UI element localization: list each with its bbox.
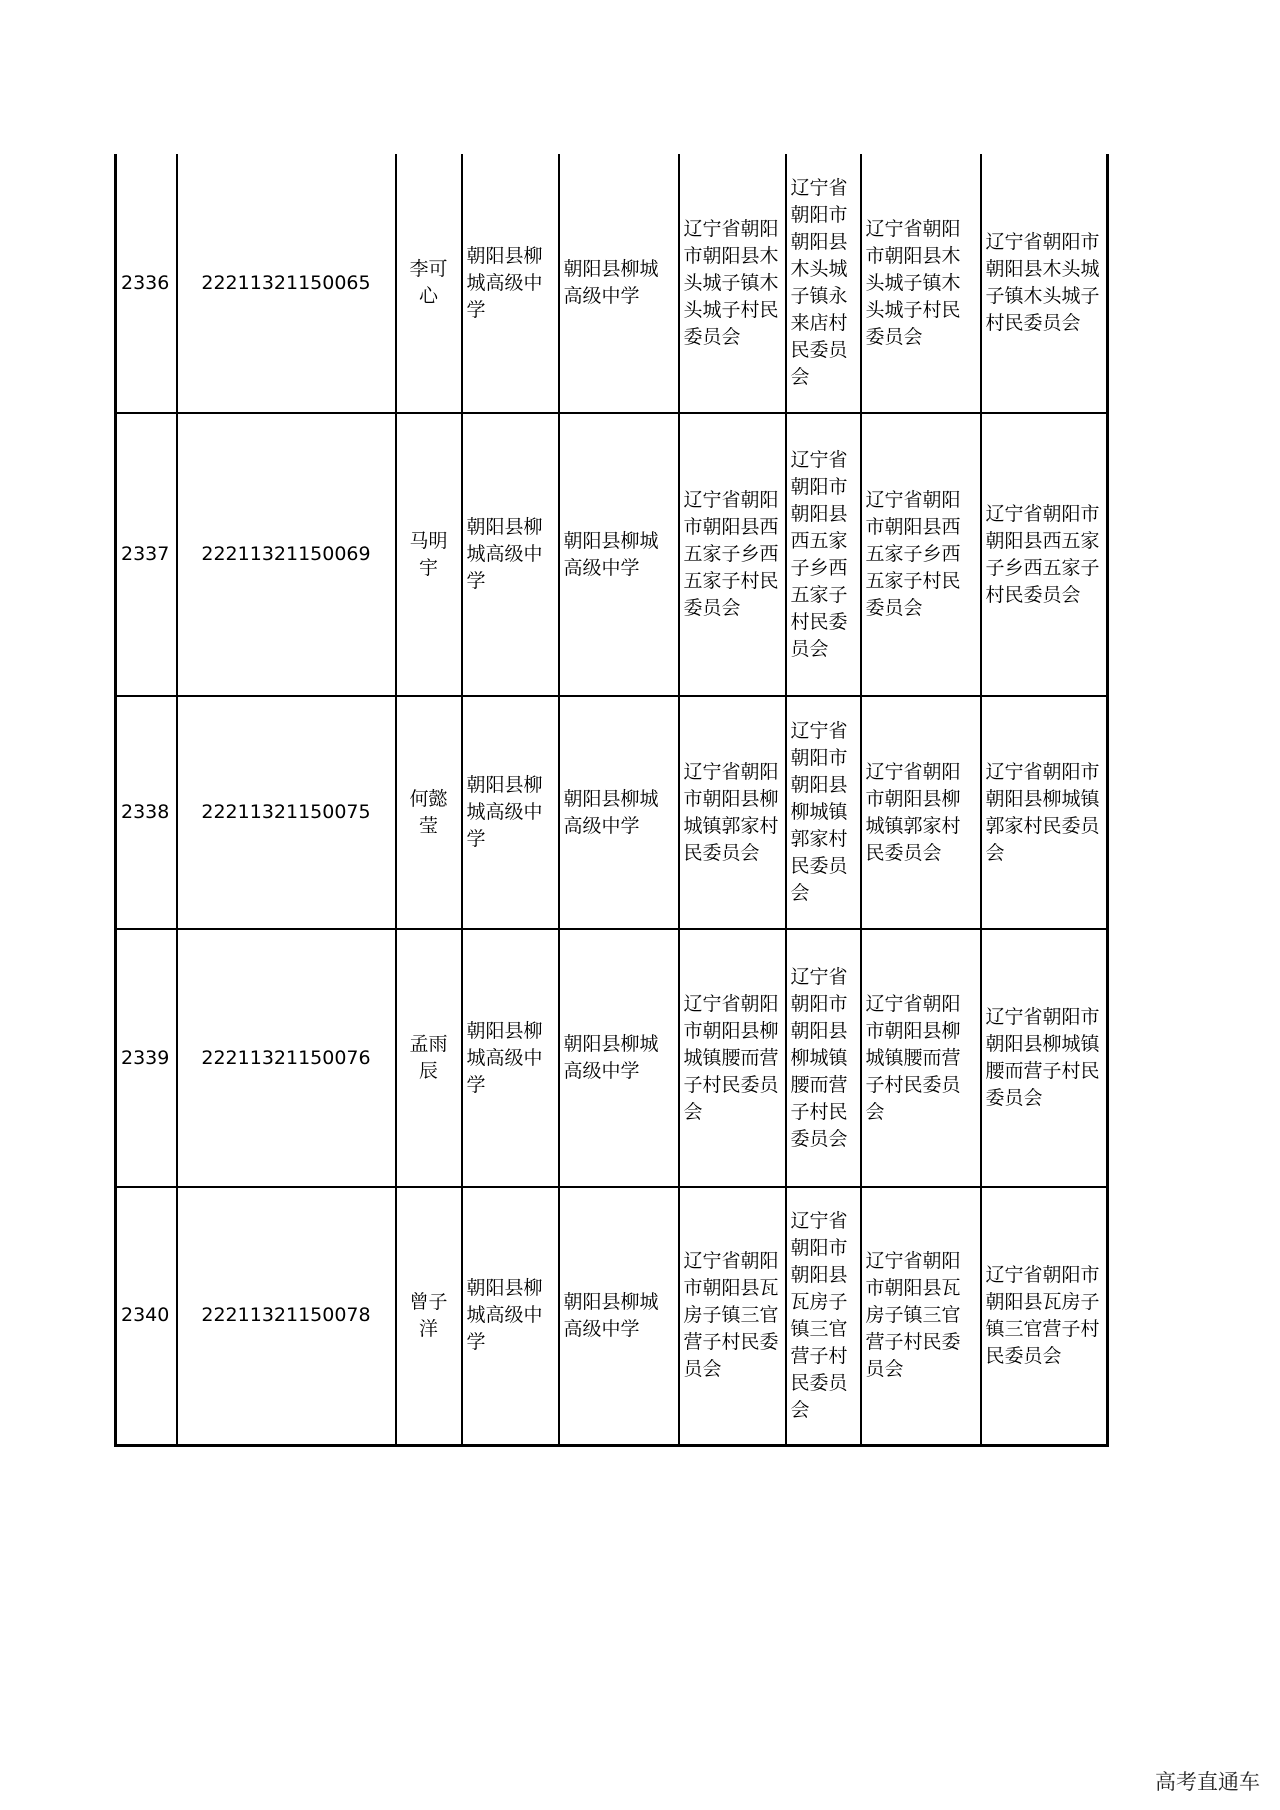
address-cell-1: 辽宁省朝阳市朝阳县瓦房子镇三官营子村民委员会 bbox=[679, 1187, 786, 1445]
school-cell: 朝阳县柳城高级中学 bbox=[462, 413, 559, 696]
id-cell: 22211321150078 bbox=[177, 1187, 396, 1445]
school-cell: 朝阳县柳城高级中学 bbox=[462, 696, 559, 929]
address-cell-1: 辽宁省朝阳市朝阳县柳城镇郭家村民委员会 bbox=[679, 696, 786, 929]
name-cell: 李可心 bbox=[396, 154, 462, 413]
table-row bbox=[116, 154, 1108, 413]
name-cell: 何懿莹 bbox=[396, 696, 462, 929]
seq-cell: 2337 bbox=[116, 413, 177, 696]
school2-cell: 朝阳县柳城高级中学 bbox=[559, 413, 679, 696]
address-cell-3: 辽宁省朝阳市朝阳县柳城镇郭家村民委员会 bbox=[861, 696, 981, 929]
roster-table bbox=[114, 154, 1109, 1447]
address-cell-4: 辽宁省朝阳市朝阳县木头城子镇木头城子村民委员会 bbox=[981, 154, 1108, 413]
table-row bbox=[116, 929, 1108, 1187]
id-cell: 22211321150075 bbox=[177, 696, 396, 929]
address-cell-2: 辽宁省朝阳市朝阳县柳城镇郭家村民委员会 bbox=[786, 696, 861, 929]
address-cell-4: 辽宁省朝阳市朝阳县柳城镇腰而营子村民委员会 bbox=[981, 929, 1108, 1187]
address-cell-1: 辽宁省朝阳市朝阳县西五家子乡西五家子村民委员会 bbox=[679, 413, 786, 696]
address-cell-2: 辽宁省朝阳市朝阳县瓦房子镇三官营子村民委员会 bbox=[786, 1187, 861, 1445]
address-cell-2: 辽宁省朝阳市朝阳县木头城子镇永来店村民委员会 bbox=[786, 154, 861, 413]
school2-cell: 朝阳县柳城高级中学 bbox=[559, 929, 679, 1187]
address-cell-2: 辽宁省朝阳市朝阳县西五家子乡西五家子村民委员会 bbox=[786, 413, 861, 696]
footer-brand-watermark: 高考直通车 bbox=[1155, 1770, 1260, 1794]
name-cell: 孟雨辰 bbox=[396, 929, 462, 1187]
id-cell: 22211321150069 bbox=[177, 413, 396, 696]
school-cell: 朝阳县柳城高级中学 bbox=[462, 929, 559, 1187]
address-cell-3: 辽宁省朝阳市朝阳县柳城镇腰而营子村民委员会 bbox=[861, 929, 981, 1187]
seq-cell: 2336 bbox=[116, 154, 177, 413]
table-row bbox=[116, 696, 1108, 929]
id-cell: 22211321150076 bbox=[177, 929, 396, 1187]
address-cell-4: 辽宁省朝阳市朝阳县瓦房子镇三官营子村民委员会 bbox=[981, 1187, 1108, 1445]
name-cell: 马明宇 bbox=[396, 413, 462, 696]
school2-cell: 朝阳县柳城高级中学 bbox=[559, 154, 679, 413]
address-cell-2: 辽宁省朝阳市朝阳县柳城镇腰而营子村民委员会 bbox=[786, 929, 861, 1187]
address-cell-1: 辽宁省朝阳市朝阳县木头城子镇木头城子村民委员会 bbox=[679, 154, 786, 413]
address-cell-4: 辽宁省朝阳市朝阳县西五家子乡西五家子村民委员会 bbox=[981, 413, 1108, 696]
address-cell-1: 辽宁省朝阳市朝阳县柳城镇腰而营子村民委员会 bbox=[679, 929, 786, 1187]
table-row bbox=[116, 1187, 1108, 1445]
address-cell-3: 辽宁省朝阳市朝阳县瓦房子镇三官营子村民委员会 bbox=[861, 1187, 981, 1445]
id-cell: 22211321150065 bbox=[177, 154, 396, 413]
seq-cell: 2338 bbox=[116, 696, 177, 929]
name-cell: 曾子洋 bbox=[396, 1187, 462, 1445]
address-cell-3: 辽宁省朝阳市朝阳县木头城子镇木头城子村民委员会 bbox=[861, 154, 981, 413]
school-cell: 朝阳县柳城高级中学 bbox=[462, 154, 559, 413]
school-cell: 朝阳县柳城高级中学 bbox=[462, 1187, 559, 1445]
seq-cell: 2340 bbox=[116, 1187, 177, 1445]
address-cell-4: 辽宁省朝阳市朝阳县柳城镇郭家村民委员会 bbox=[981, 696, 1108, 929]
school2-cell: 朝阳县柳城高级中学 bbox=[559, 696, 679, 929]
table-row bbox=[116, 413, 1108, 696]
address-cell-3: 辽宁省朝阳市朝阳县西五家子乡西五家子村民委员会 bbox=[861, 413, 981, 696]
school2-cell: 朝阳县柳城高级中学 bbox=[559, 1187, 679, 1445]
seq-cell: 2339 bbox=[116, 929, 177, 1187]
